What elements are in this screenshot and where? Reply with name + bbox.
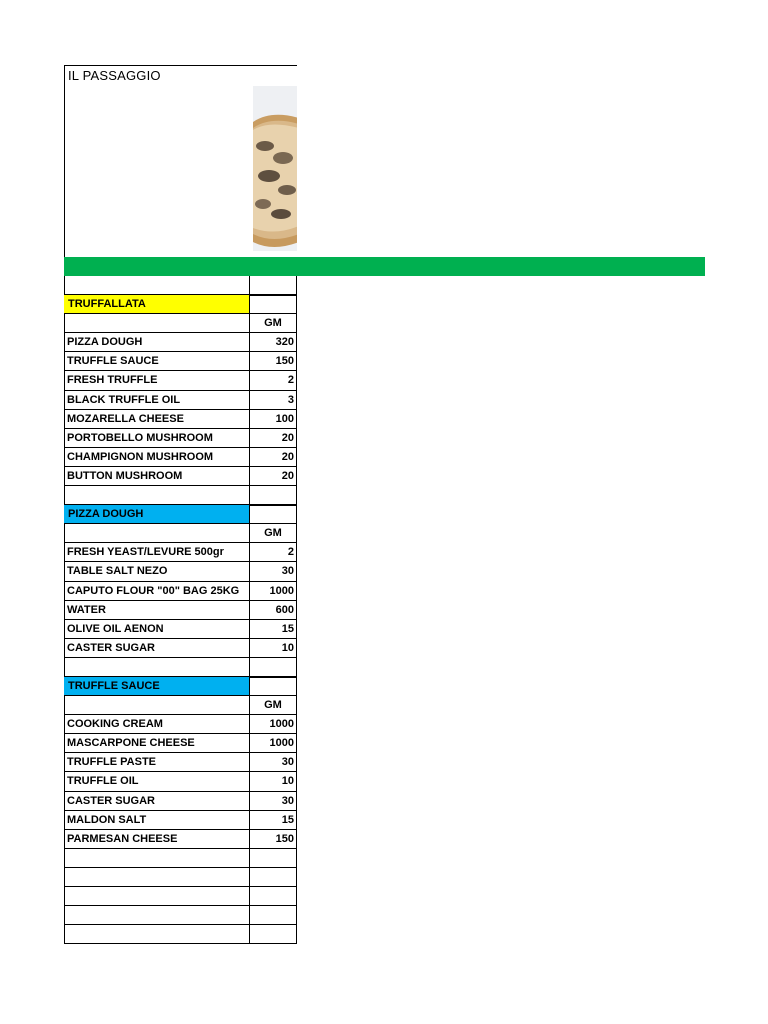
empty-cell[interactable] [249,295,297,314]
ingredient-name[interactable]: TRUFFLE PASTE [64,753,250,772]
empty-cell[interactable] [64,276,250,295]
empty-cell[interactable] [64,314,250,333]
header-band [64,257,705,276]
empty-cell[interactable] [64,925,250,944]
ingredient-qty[interactable]: 1000 [249,582,297,601]
recipe-name-cell[interactable] [64,677,250,696]
empty-cell[interactable] [64,868,250,887]
empty-cell[interactable] [249,486,297,505]
ingredient-name[interactable]: BUTTON MUSHROOM [64,467,250,486]
empty-cell[interactable] [249,906,297,925]
unit-label[interactable]: GM [249,314,297,333]
ingredient-qty[interactable]: 10 [249,639,297,658]
ingredient-qty[interactable]: 150 [249,830,297,849]
ingredient-qty[interactable]: 30 [249,753,297,772]
empty-cell[interactable] [64,906,250,925]
pizza-photo [253,86,297,251]
ingredient-name[interactable]: CAPUTO FLOUR "00" BAG 25KG [64,582,250,601]
empty-cell[interactable] [249,849,297,868]
ingredient-qty[interactable]: 30 [249,792,297,811]
empty-cell[interactable] [249,868,297,887]
ingredient-name[interactable]: CHAMPIGNON MUSHROOM [64,448,250,467]
recipe-name: PIZZA DOUGH [68,508,144,521]
ingredient-qty[interactable]: 20 [249,467,297,486]
ingredient-name[interactable]: BLACK TRUFFLE OIL [64,391,250,410]
ingredient-qty[interactable]: 100 [249,410,297,429]
ingredient-name[interactable]: MASCARPONE CHEESE [64,734,250,753]
ingredient-name[interactable]: CASTER SUGAR [64,792,250,811]
ingredient-name[interactable]: CASTER SUGAR [64,639,250,658]
recipe-name-cell[interactable] [64,295,250,314]
empty-cell[interactable] [249,887,297,906]
ingredient-qty[interactable]: 30 [249,562,297,581]
ingredient-name[interactable]: TRUFFLE OIL [64,772,250,791]
ingredient-qty[interactable]: 10 [249,772,297,791]
unit-label[interactable]: GM [249,524,297,543]
empty-cell[interactable] [249,658,297,677]
empty-cell[interactable] [64,849,250,868]
ingredient-qty[interactable]: 2 [249,543,297,562]
ingredient-qty[interactable]: 20 [249,448,297,467]
ingredient-qty[interactable]: 600 [249,601,297,620]
empty-cell[interactable] [64,696,250,715]
empty-cell[interactable] [249,505,297,524]
ingredient-name[interactable]: WATER [64,601,250,620]
ingredient-name[interactable]: OLIVE OIL AENON [64,620,250,639]
recipe-name: TRUFFALLATA [68,298,146,311]
empty-cell[interactable] [249,677,297,696]
ingredient-name[interactable]: FRESH YEAST/LEVURE 500gr [64,543,250,562]
empty-cell[interactable] [64,524,250,543]
empty-cell[interactable] [64,887,250,906]
title-cell[interactable] [64,65,297,257]
ingredient-qty[interactable]: 2 [249,371,297,390]
ingredient-qty[interactable]: 1000 [249,734,297,753]
ingredient-name[interactable]: MOZARELLA CHEESE [64,410,250,429]
sheet-title: IL PASSAGGIO [68,68,161,83]
ingredient-name[interactable]: COOKING CREAM [64,715,250,734]
ingredient-name[interactable]: FRESH TRUFFLE [64,371,250,390]
ingredient-name[interactable]: TRUFFLE SAUCE [64,352,250,371]
empty-cell[interactable] [64,486,250,505]
empty-cell[interactable] [249,925,297,944]
empty-cell[interactable] [249,276,297,295]
ingredient-name[interactable]: PORTOBELLO MUSHROOM [64,429,250,448]
ingredient-name[interactable]: MALDON SALT [64,811,250,830]
ingredient-name[interactable]: TABLE SALT NEZO [64,562,250,581]
ingredient-name[interactable]: PIZZA DOUGH [64,333,250,352]
ingredient-qty[interactable]: 150 [249,352,297,371]
ingredient-qty[interactable]: 20 [249,429,297,448]
ingredient-name[interactable]: PARMESAN CHEESE [64,830,250,849]
recipe-name-cell[interactable] [64,505,250,524]
ingredient-qty[interactable]: 15 [249,811,297,830]
ingredient-qty[interactable]: 1000 [249,715,297,734]
ingredient-qty[interactable]: 15 [249,620,297,639]
ingredient-qty[interactable]: 320 [249,333,297,352]
recipe-name: TRUFFLE SAUCE [68,679,160,692]
empty-cell[interactable] [64,658,250,677]
unit-label[interactable]: GM [249,696,297,715]
ingredient-qty[interactable]: 3 [249,391,297,410]
